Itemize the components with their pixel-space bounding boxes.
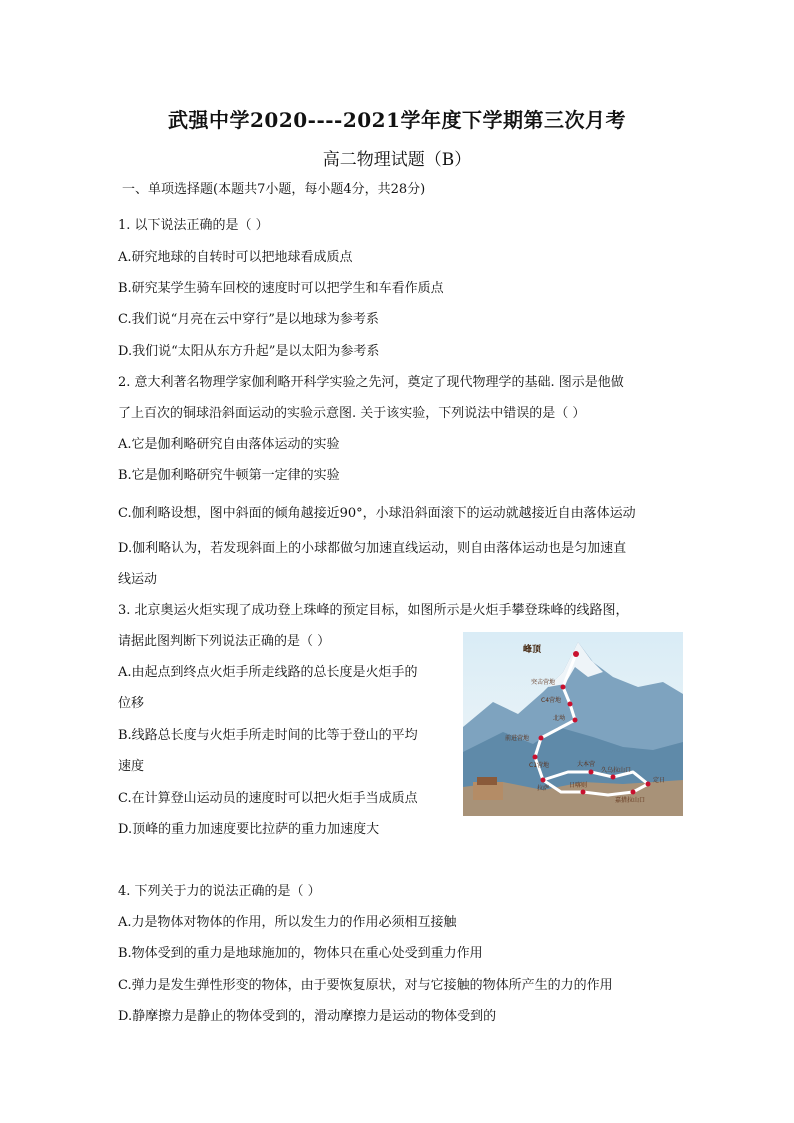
map-label-l1: 突击营地 bbox=[531, 679, 556, 686]
q2-option-a: A.它是伽利略研究自由落体运动的实验 bbox=[118, 437, 340, 452]
q2-option-d-line2: 线运动 bbox=[118, 572, 158, 587]
q2-option-c: C.伽利略设想，图中斜面的倾角越接近90°，小球沿斜面滚下的运动就越接近自由落体运动 bbox=[118, 506, 636, 521]
q1-stem: 1. 以下说法正确的是（ ） bbox=[118, 218, 269, 233]
page-title: 武强中学2020----2021学年度下学期第三次月考 bbox=[167, 108, 627, 132]
q1-option-a: A.研究地球的自转时可以把地球看成质点 bbox=[118, 250, 353, 265]
q3-option-b-line2: 速度 bbox=[118, 759, 145, 774]
q3-option-d: D.顶峰的重力加速度要比拉萨的重力加速度大 bbox=[118, 822, 380, 837]
q3-option-b-line1: B.线路总长度与火炬手所走时间的比等于登山的平均 bbox=[118, 728, 418, 743]
marker-l11 bbox=[631, 790, 636, 795]
q2-option-b: B.它是伽利略研究牛顿第一定律的实验 bbox=[118, 468, 340, 483]
q4-option-c: C.弹力是发生弹性形变的物体，由于要恢复原状，对与它接触的物体所产生的力的作用 bbox=[118, 978, 613, 993]
q1-option-d: D.我们说“太阳从东方升起”是以太阳为参考系 bbox=[118, 344, 380, 359]
q4-option-d: D.静摩擦力是静止的物体受到的，滑动摩擦力是运动的物体受到的 bbox=[118, 1009, 497, 1024]
map-label-l6: 大本营 bbox=[577, 761, 596, 768]
map-label-l10: 日喀则 bbox=[569, 782, 588, 789]
marker-l3 bbox=[573, 718, 578, 723]
marker-l4 bbox=[539, 736, 544, 741]
map-label-l4: 前进营地 bbox=[505, 735, 530, 742]
q3-stem-line2: 请据此图判断下列说法正确的是（ ） bbox=[118, 634, 331, 649]
q4-option-a: A.力是物体对物体的作用，所以发生力的作用必须相互接触 bbox=[118, 915, 457, 930]
section-heading: 一、单项选择题(本题共7小题，每小题4分，共28分) bbox=[122, 182, 426, 197]
q2-stem-line1: 2. 意大利著名物理学家伽利略开科学实验之先河，奠定了现代物理学的基础. 图示是他做 bbox=[118, 375, 624, 390]
marker-l10 bbox=[581, 790, 586, 795]
q2-option-d-line1: D.伽利略认为，若发现斜面上的小球都做匀加速直线运动，则自由落体运动也是匀加速直 bbox=[118, 541, 627, 556]
q4-stem: 4. 下列关于力的说法正确的是（ ） bbox=[118, 884, 321, 899]
map-label-l9: 拉萨 bbox=[537, 785, 550, 792]
marker-l9 bbox=[541, 778, 546, 783]
marker-peak bbox=[573, 651, 579, 657]
q3-option-a-line2: 位移 bbox=[118, 696, 145, 711]
everest-route-map bbox=[463, 632, 683, 816]
page-subtitle: 高二物理试题（B） bbox=[322, 150, 472, 170]
map-label-l2: C4营地 bbox=[541, 697, 562, 704]
marker-l5 bbox=[533, 755, 538, 760]
marker-l1 bbox=[561, 685, 566, 690]
q2-stem-line2: 了上百次的铜球沿斜面运动的实验示意图. 关于该实验，下列说法中错误的是（ ） bbox=[118, 406, 586, 421]
map-label-l7: 久乌拉山口 bbox=[601, 767, 632, 774]
q4-option-b: B.物体受到的重力是地球施加的，物体只在重心处受到重力作用 bbox=[118, 946, 483, 961]
map-label-peak: 峰顶 bbox=[523, 645, 542, 655]
marker-l6 bbox=[589, 770, 594, 775]
map-label-l8: 定日 bbox=[653, 777, 666, 784]
q1-option-b: B.研究某学生骑车回校的速度时可以把学生和车看作质点 bbox=[118, 281, 444, 296]
q3-option-c: C.在计算登山运动员的速度时可以把火炬手当成质点 bbox=[118, 791, 418, 806]
marker-l2 bbox=[568, 702, 573, 707]
marker-l7 bbox=[611, 775, 616, 780]
marker-l8 bbox=[646, 782, 651, 787]
q3-stem-line1: 3. 北京奥运火炬实现了成功登上珠峰的预定目标，如图所示是火炬手攀登珠峰的线路图， bbox=[118, 603, 629, 618]
q3-option-a-line1: A.由起点到终点火炬手所走线路的总长度是火炬手的 bbox=[118, 665, 418, 680]
q1-option-c: C.我们说“月亮在云中穿行”是以地球为参考系 bbox=[118, 312, 379, 327]
map-label-l5: C1营地 bbox=[529, 762, 550, 769]
map-label-l3: 北坳 bbox=[553, 715, 566, 722]
map-label-l11: 嘉措拉山口 bbox=[615, 797, 646, 804]
